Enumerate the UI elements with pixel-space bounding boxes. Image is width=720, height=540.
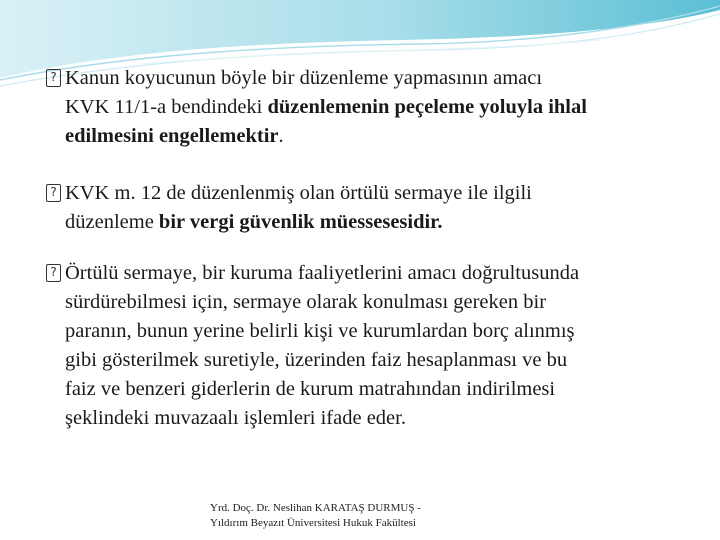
body-text: düzenleme: [65, 211, 159, 233]
paragraph-line: [65, 208, 696, 237]
paragraph-line: [65, 346, 696, 375]
body-text: şeklindeki muvazaalı işlemleri ifade eder.: [65, 407, 406, 429]
paragraph-line: [65, 375, 696, 404]
paragraph-line: [65, 179, 696, 208]
footer-institution: Yıldırım Beyazıt Üniversitesi Hukuk Fakültesi: [210, 517, 416, 529]
body-text: paranın, bunun yerine belirli kişi ve kurumlardan borç alınmış: [65, 320, 575, 342]
paragraph-line: [65, 288, 696, 317]
paragraph-line: [65, 404, 696, 433]
paragraph-line: [65, 259, 696, 288]
bullet-paragraph: [46, 64, 696, 151]
body-text: KVK m. 12 de düzenlenmiş olan örtülü sermaye ile ilgili: [65, 182, 532, 204]
body-text: Kanun koyucunun böyle bir düzenleme yapmasının amacı: [65, 67, 543, 89]
body-text: KVK 11/1-a bendindeki: [65, 96, 268, 118]
slide-content: [46, 64, 696, 465]
body-text: Örtülü sermaye, bir kuruma faaliyetlerini amacı doğrultusunda: [65, 262, 580, 284]
paragraph-line: [65, 317, 696, 346]
footer-author: Yrd. Doç. Dr. Neslihan KARATAŞ DURMUŞ -: [210, 502, 421, 514]
body-text: gibi gösterilmek suretiyle, üzerinden faiz hesaplanması ve bu: [65, 349, 568, 371]
body-text: faiz ve benzeri giderlerin de kurum matrahından indirilmesi: [65, 378, 556, 400]
bullet-box-icon: ?: [46, 69, 61, 87]
paragraph-line: [65, 64, 696, 93]
bullet-paragraph: [46, 179, 696, 237]
bullet-box-icon: ?: [46, 184, 61, 202]
paragraph-line: [65, 122, 696, 151]
body-text: sürdürebilmesi için, sermaye olarak konulması gereken bir: [65, 291, 547, 313]
emphasized-text: bir vergi güvenlik müessesesidir.: [158, 211, 443, 233]
bullet-paragraph: [46, 259, 696, 433]
bullet-box-icon: ?: [46, 264, 61, 282]
paragraph-line: [65, 93, 696, 122]
emphasized-text: düzenlemenin peçeleme yoluyla ihlal: [267, 96, 587, 118]
body-text: .: [278, 125, 284, 147]
slide-footer: [210, 501, 421, 531]
emphasized-text: edilmesini engellemektir: [65, 125, 279, 147]
